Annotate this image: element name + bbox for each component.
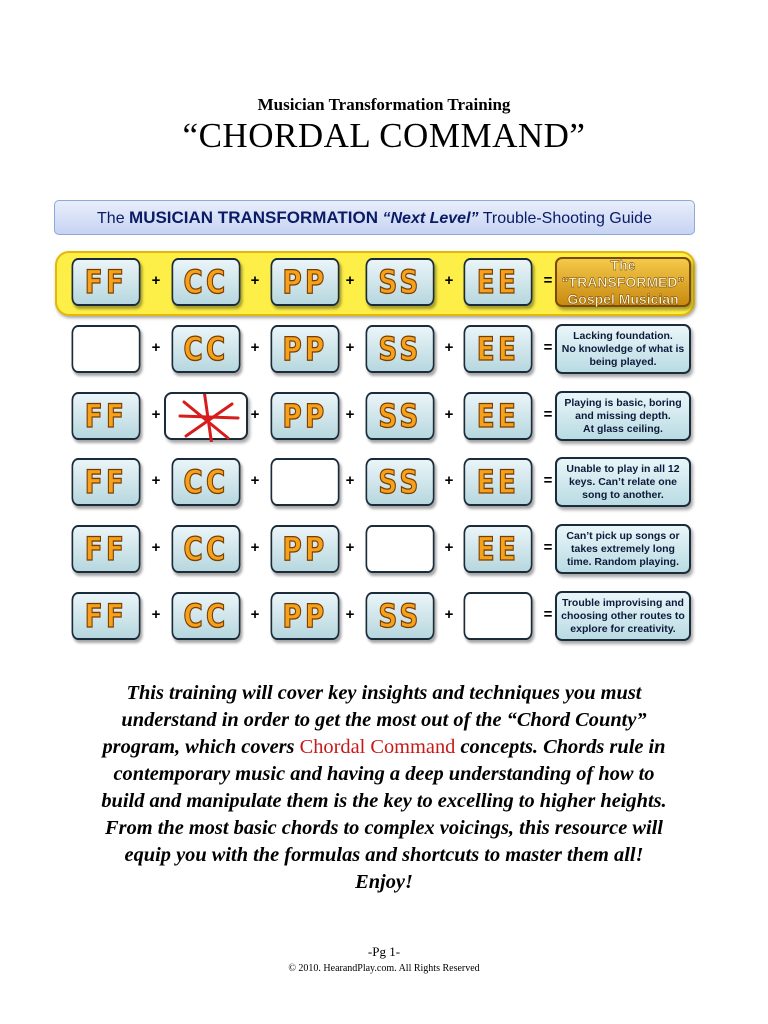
missing-element-box	[271, 458, 340, 506]
ss-box: SS	[366, 458, 435, 506]
result-description: Unable to play in all 12 keys. Can’t relate one song to another.	[555, 457, 691, 507]
ss-box: SS	[366, 325, 435, 373]
ss-box: SS	[366, 592, 435, 640]
guide-row	[0, 525, 768, 585]
cc-box: CC	[172, 525, 241, 573]
ee-box: EE	[464, 392, 533, 440]
guide-main: MUSICIAN TRANSFORMATION	[129, 208, 379, 227]
guide-row	[0, 458, 768, 518]
body-paragraph	[95, 680, 673, 896]
guide-banner	[54, 200, 695, 235]
equals-sign: =	[543, 472, 553, 489]
plus-sign: +	[345, 606, 355, 623]
ee-box: EE	[464, 525, 533, 573]
plus-sign: +	[444, 472, 454, 489]
plus-sign: +	[151, 606, 161, 623]
ss-box: SS	[366, 258, 435, 306]
ff-box: FF	[72, 592, 141, 640]
plus-sign: +	[345, 472, 355, 489]
guide-prefix: The	[97, 210, 130, 227]
equals-sign: =	[543, 272, 553, 289]
guide-next-level: “Next Level”	[382, 210, 479, 227]
missing-element-box	[72, 325, 141, 373]
equals-sign: =	[543, 339, 553, 356]
ff-box: FF	[72, 525, 141, 573]
ee-box: EE	[464, 458, 533, 506]
result-description: Lacking foundation. No knowledge of what is being played.	[555, 324, 691, 374]
plus-sign: +	[250, 606, 260, 623]
pp-box: PP	[271, 258, 340, 306]
plus-sign: +	[345, 406, 355, 423]
plus-sign: +	[250, 339, 260, 356]
guide-row	[0, 325, 768, 385]
guide-row	[0, 258, 768, 318]
missing-element-box	[164, 392, 248, 440]
red-x-mark-icon	[166, 394, 250, 442]
pp-box: PP	[271, 592, 340, 640]
ff-box: FF	[72, 258, 141, 306]
equals-sign: =	[543, 406, 553, 423]
pp-box: PP	[271, 525, 340, 573]
plus-sign: +	[444, 539, 454, 556]
ee-box: EE	[464, 258, 533, 306]
plus-sign: +	[250, 406, 260, 423]
plus-sign: +	[151, 272, 161, 289]
plus-sign: +	[151, 339, 161, 356]
plus-sign: +	[345, 272, 355, 289]
plus-sign: +	[151, 539, 161, 556]
pp-box: PP	[271, 392, 340, 440]
plus-sign: +	[444, 406, 454, 423]
body-highlight: Chordal Command	[299, 736, 456, 758]
document-subtitle: Musician Transformation Training	[257, 95, 511, 114]
result-description: Trouble improvising and choosing other routes to explore for creativity.	[555, 591, 691, 641]
plus-sign: +	[444, 272, 454, 289]
page-number: -Pg 1-	[367, 944, 401, 959]
guide-row	[0, 392, 768, 452]
plus-sign: +	[250, 272, 260, 289]
ee-box: EE	[464, 325, 533, 373]
pp-box: PP	[271, 325, 340, 373]
result-description: Playing is basic, boring and missing depth. At glass ceiling.	[555, 391, 691, 441]
result-description: Can’t pick up songs or takes extremely long time. Random playing.	[555, 524, 691, 574]
plus-sign: +	[151, 406, 161, 423]
plus-sign: +	[345, 539, 355, 556]
plus-sign: +	[444, 339, 454, 356]
equals-sign: =	[543, 606, 553, 623]
plus-sign: +	[250, 539, 260, 556]
missing-element-box	[464, 592, 533, 640]
guide-row	[0, 592, 768, 652]
plus-sign: +	[151, 472, 161, 489]
cc-box: CC	[172, 325, 241, 373]
plus-sign: +	[345, 339, 355, 356]
ff-box: FF	[72, 392, 141, 440]
plus-sign: +	[250, 472, 260, 489]
missing-element-box	[366, 525, 435, 573]
body-part1: This training will cover key insights and techniques you must understand in order to get the most out of the “Chord County” program, which covers	[102, 682, 647, 758]
cc-box: CC	[172, 458, 241, 506]
copyright-notice: © 2010. HearandPlay.com. All Rights Reserved	[288, 963, 480, 974]
document-title: “CHORDAL COMMAND”	[182, 116, 586, 155]
guide-suffix: Trouble-Shooting Guide	[478, 210, 652, 227]
equals-sign: =	[543, 539, 553, 556]
body-part2: concepts. Chords rule in contemporary music and having a deep understanding of how to build and manipulate them is the key to excelling to higher heights. From the most basic chords to complex voicings, this resource will equip you with the formulas and shortcuts to master them all! Enjoy!	[101, 736, 667, 893]
cc-box: CC	[172, 592, 241, 640]
transformed-musician-result: The “TRANSFORMED” Gospel Musician	[555, 257, 691, 307]
plus-sign: +	[444, 606, 454, 623]
cc-box: CC	[172, 258, 241, 306]
ff-box: FF	[72, 458, 141, 506]
ss-box: SS	[366, 392, 435, 440]
